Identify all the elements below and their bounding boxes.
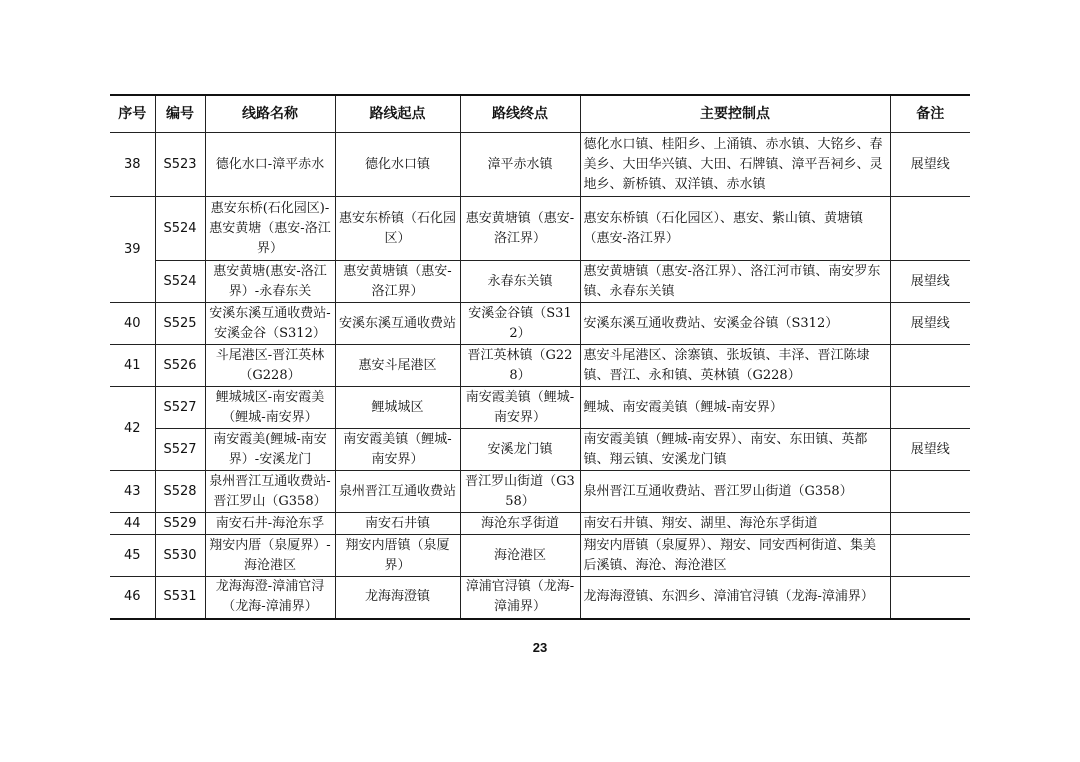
row-name: 斗尾港区-晋江英林（G228） xyxy=(205,345,335,387)
row-note xyxy=(890,197,970,261)
table-row xyxy=(110,133,970,197)
row-code: S527 xyxy=(155,387,205,429)
row-note xyxy=(890,577,970,619)
row-seq: 42 xyxy=(110,387,155,471)
row-end: 漳平赤水镇 xyxy=(460,133,580,197)
page-number: 23 xyxy=(532,640,548,655)
row-note: 展望线 xyxy=(890,303,970,345)
row-note: 展望线 xyxy=(890,133,970,197)
row-code: S527 xyxy=(155,429,205,471)
table-row xyxy=(110,429,970,471)
header-end: 路线终点 xyxy=(460,95,580,133)
row-points: 安溪东溪互通收费站、安溪金谷镇（S312） xyxy=(580,303,890,345)
row-start: 南安霞美镇（鲤城-南安界） xyxy=(335,429,460,471)
row-end: 晋江英林镇（G228） xyxy=(460,345,580,387)
row-name: 安溪东溪互通收费站-安溪金谷（S312） xyxy=(205,303,335,345)
row-code: S529 xyxy=(155,513,205,535)
row-name: 德化水口-漳平赤水 xyxy=(205,133,335,197)
row-end: 海沧港区 xyxy=(460,535,580,577)
row-start: 惠安黄塘镇（惠安-洛江界） xyxy=(335,261,460,303)
row-note xyxy=(890,513,970,535)
row-name: 惠安黄塘(惠安-洛江界）-永春东关 xyxy=(205,261,335,303)
row-start: 翔安内厝镇（泉厦界） xyxy=(335,535,460,577)
row-points: 惠安东桥镇（石化园区）、惠安、紫山镇、黄塘镇（惠安-洛江界） xyxy=(580,197,890,261)
row-note xyxy=(890,345,970,387)
header-code: 编号 xyxy=(155,95,205,133)
row-code: S524 xyxy=(155,261,205,303)
row-end: 南安霞美镇（鲤城-南安界） xyxy=(460,387,580,429)
row-points: 翔安内厝镇（泉厦界）、翔安、同安西柯街道、集美后溪镇、海沧、海沧港区 xyxy=(580,535,890,577)
row-name: 南安石井-海沧东孚 xyxy=(205,513,335,535)
table-row xyxy=(110,471,970,513)
row-code: S525 xyxy=(155,303,205,345)
row-name: 泉州晋江互通收费站-晋江罗山（G358） xyxy=(205,471,335,513)
row-code: S526 xyxy=(155,345,205,387)
row-name: 惠安东桥(石化园区)-惠安黄塘（惠安-洛江界） xyxy=(205,197,335,261)
table-row xyxy=(110,261,970,303)
row-points: 惠安黄塘镇（惠安-洛江界）、洛江河市镇、南安罗东镇、永春东关镇 xyxy=(580,261,890,303)
header-seq: 序号 xyxy=(110,95,155,133)
row-note xyxy=(890,535,970,577)
row-code: S530 xyxy=(155,535,205,577)
row-points: 鲤城、南安霞美镇（鲤城-南安界） xyxy=(580,387,890,429)
row-start: 德化水口镇 xyxy=(335,133,460,197)
table-row xyxy=(110,197,970,261)
row-start: 鲤城城区 xyxy=(335,387,460,429)
row-end: 海沧东孚街道 xyxy=(460,513,580,535)
row-points: 南安霞美镇（鲤城-南安界）、南安、东田镇、英都镇、翔云镇、安溪龙门镇 xyxy=(580,429,890,471)
row-start: 泉州晋江互通收费站 xyxy=(335,471,460,513)
row-code: S531 xyxy=(155,577,205,619)
header-name: 线路名称 xyxy=(205,95,335,133)
header-start: 路线起点 xyxy=(335,95,460,133)
row-name: 南安霞美(鲤城-南安界）-安溪龙门 xyxy=(205,429,335,471)
row-seq: 40 xyxy=(110,303,155,345)
table-row xyxy=(110,303,970,345)
row-end: 晋江罗山街道（G358） xyxy=(460,471,580,513)
row-seq: 39 xyxy=(110,197,155,303)
row-start: 安溪东溪互通收费站 xyxy=(335,303,460,345)
row-start: 惠安东桥镇（石化园区） xyxy=(335,197,460,261)
row-seq: 41 xyxy=(110,345,155,387)
row-note xyxy=(890,387,970,429)
table-row xyxy=(110,535,970,577)
row-seq: 44 xyxy=(110,513,155,535)
row-name: 鲤城城区-南安霞美（鲤城-南安界） xyxy=(205,387,335,429)
row-note xyxy=(890,471,970,513)
row-points: 惠安斗尾港区、涂寨镇、张坂镇、丰泽、晋江陈埭镇、晋江、永和镇、英林镇（G228） xyxy=(580,345,890,387)
row-start: 龙海海澄镇 xyxy=(335,577,460,619)
row-end: 永春东关镇 xyxy=(460,261,580,303)
route-table xyxy=(110,94,970,620)
row-end: 安溪龙门镇 xyxy=(460,429,580,471)
row-end: 安溪金谷镇（S312） xyxy=(460,303,580,345)
header-points: 主要控制点 xyxy=(580,95,890,133)
row-end: 漳浦官浔镇（龙海-漳浦界） xyxy=(460,577,580,619)
table-row xyxy=(110,513,970,535)
document-page xyxy=(110,94,970,620)
row-note: 展望线 xyxy=(890,261,970,303)
row-name: 龙海海澄-漳浦官浔（龙海-漳浦界） xyxy=(205,577,335,619)
row-seq: 45 xyxy=(110,535,155,577)
row-note: 展望线 xyxy=(890,429,970,471)
row-points: 南安石井镇、翔安、湖里、海沧东孚街道 xyxy=(580,513,890,535)
table-header-row xyxy=(110,95,970,133)
row-seq: 38 xyxy=(110,133,155,197)
table-row xyxy=(110,577,970,619)
row-end: 惠安黄塘镇（惠安-洛江界） xyxy=(460,197,580,261)
row-points: 龙海海澄镇、东泗乡、漳浦官浔镇（龙海-漳浦界） xyxy=(580,577,890,619)
row-seq: 46 xyxy=(110,577,155,619)
table-row xyxy=(110,345,970,387)
row-code: S528 xyxy=(155,471,205,513)
row-code: S524 xyxy=(155,197,205,261)
row-start: 惠安斗尾港区 xyxy=(335,345,460,387)
table-row xyxy=(110,387,970,429)
row-points: 德化水口镇、桂阳乡、上涌镇、赤水镇、大铭乡、春美乡、大田华兴镇、大田、石牌镇、漳平吾祠乡、灵地乡、新桥镇、双洋镇、赤水镇 xyxy=(580,133,890,197)
row-name: 翔安内厝（泉厦界）-海沧港区 xyxy=(205,535,335,577)
row-start: 南安石井镇 xyxy=(335,513,460,535)
row-seq: 43 xyxy=(110,471,155,513)
header-note: 备注 xyxy=(890,95,970,133)
row-points: 泉州晋江互通收费站、晋江罗山街道（G358） xyxy=(580,471,890,513)
row-code: S523 xyxy=(155,133,205,197)
